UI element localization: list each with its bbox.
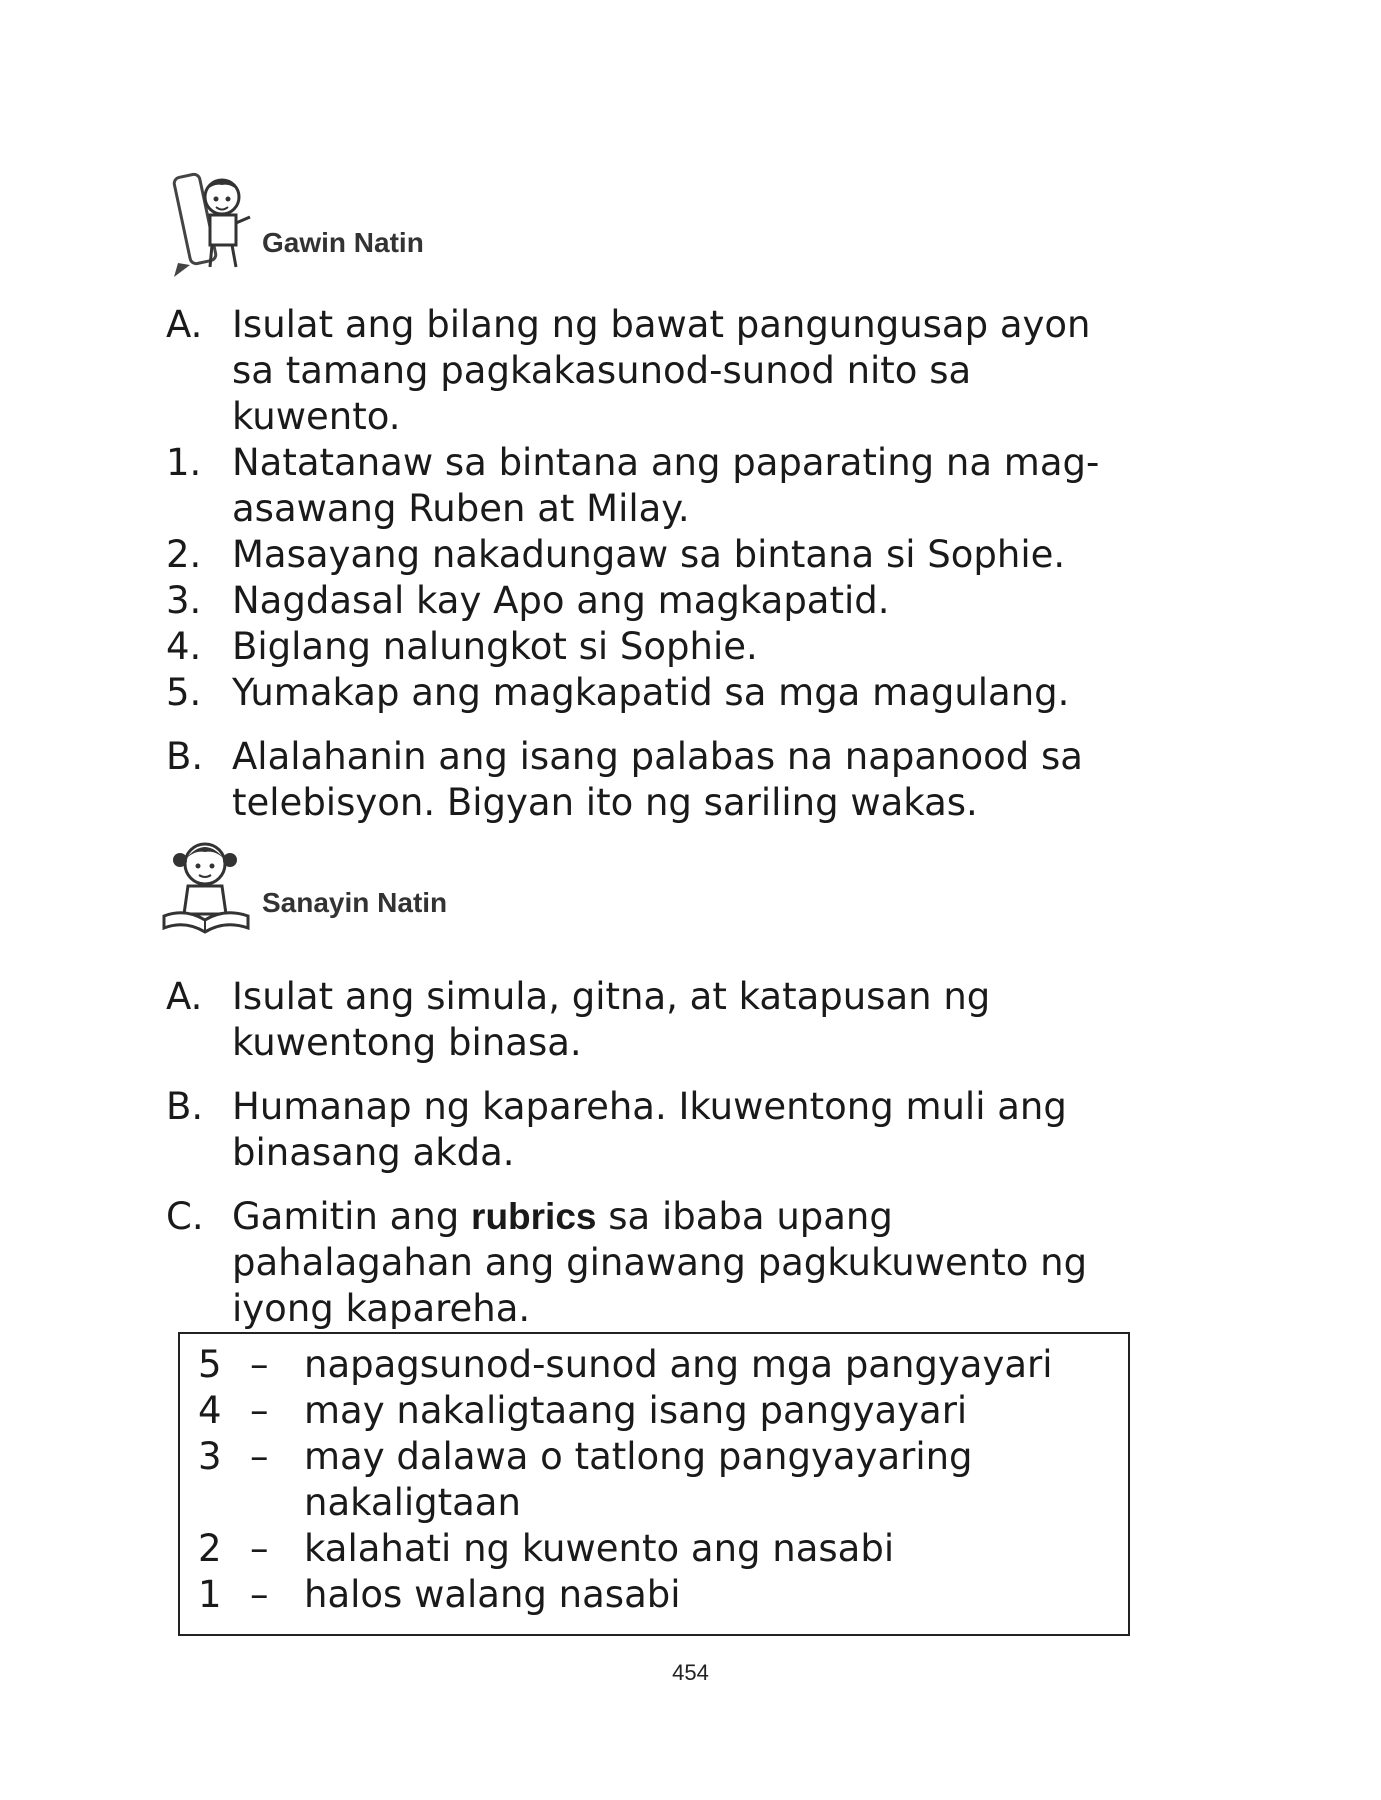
gawin-natin-header — [160, 165, 520, 275]
rubric-row: 4 – may nakaligtaang isang pangyayari — [198, 1389, 968, 1432]
gawin-item-2: 2. Masayang nakadungaw sa bintana si Sophie. — [166, 533, 1066, 576]
section-title-gawin: Gawin Natin — [262, 227, 424, 258]
gawin-item-a: A. Isulat ang bilang ng bawat pangungusap ayon sa tamang pagkakasunod-sunod nito sa kuwento. — [166, 303, 1091, 438]
gawin-item-1: 1. Natatanaw sa bintana ang paparating na mag-asawang Ruben at Milay. — [166, 441, 1100, 530]
section-title-sanayin: Sanayin Natin — [262, 887, 448, 918]
rubric-row: 3 – may dalawa o tatlong pangyayaring nakaligtaan — [198, 1435, 973, 1524]
rubric-row: 1 – halos walang nasabi — [198, 1573, 681, 1616]
boy-with-pencil-icon — [160, 165, 270, 277]
rubric-row: 5 – napagsunod-sunod ang mga pangyayari — [198, 1343, 1053, 1386]
rubrics-box — [178, 1332, 1130, 1636]
page-number: 454 — [672, 1660, 709, 1685]
gawin-item-5: 5. Yumakap ang magkapatid sa mga magulang. — [166, 671, 1070, 714]
gawin-item-b: B. Alalahanin ang isang palabas na napanood sa telebisyon. Bigyan ito ng sariling wakas. — [166, 735, 1083, 824]
sanayin-item-c: C. Gamitin ang rubrics sa ibaba upang pahalagahan ang ginawang pagkukuwento ng iyong kapareha. — [166, 1195, 1088, 1330]
girl-reading-icon — [160, 830, 270, 940]
rubric-row: 2 – kalahati ng kuwento ang nasabi — [198, 1527, 895, 1570]
sanayin-item-b: B. Humanap ng kapareha. Ikuwentong muli ang binasang akda. — [166, 1085, 1067, 1174]
rubrics-emphasis: rubrics — [471, 1196, 597, 1237]
gawin-item-4: 4. Biglang nalungkot si Sophie. — [166, 625, 758, 668]
sanayin-natin-header — [160, 830, 520, 940]
sanayin-item-a: A. Isulat ang simula, gitna, at katapusan ng kuwentong binasa. — [166, 975, 991, 1064]
gawin-item-3: 3. Nagdasal kay Apo ang magkapatid. — [166, 579, 890, 622]
